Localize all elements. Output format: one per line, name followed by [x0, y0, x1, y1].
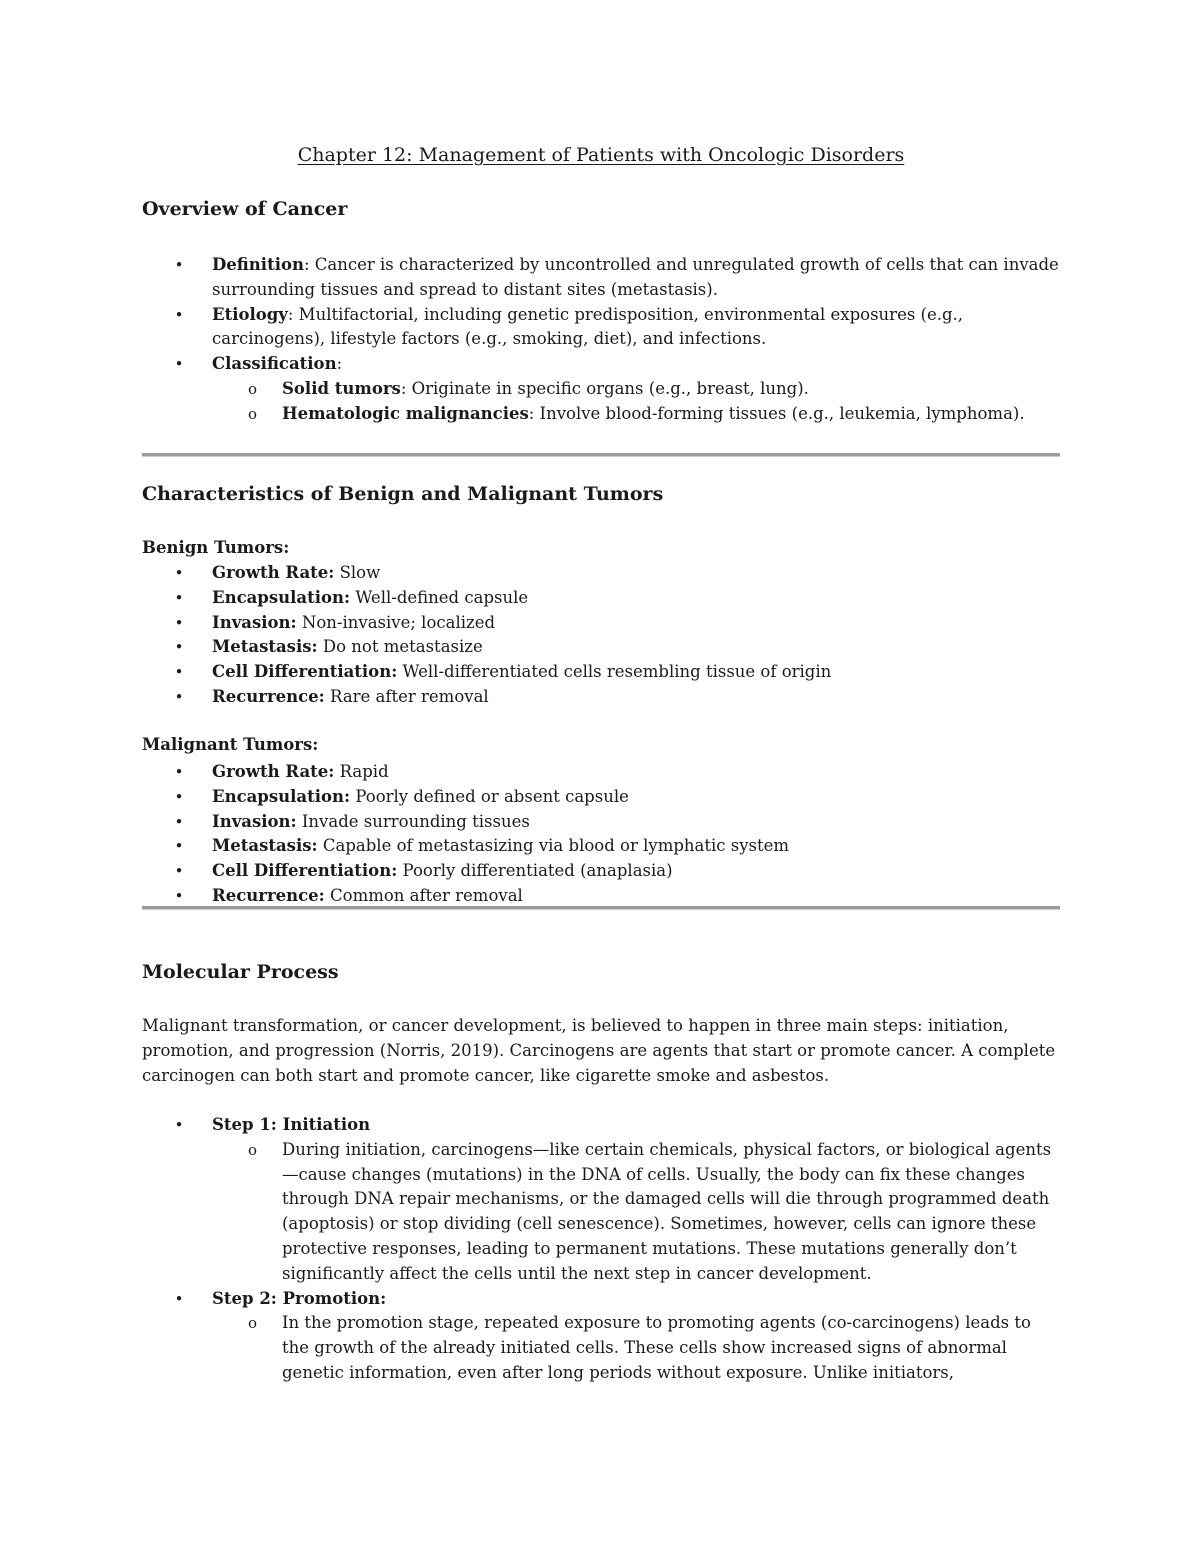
item-text: Common after removal — [324, 885, 523, 905]
bullet-icon: • — [174, 763, 184, 781]
list-item — [142, 253, 1060, 303]
steps-list — [142, 1287, 1060, 1312]
item-text: Non-invasive; localized — [296, 612, 496, 632]
item-text: : Originate in specific organs (e.g., breast, lung). — [400, 378, 809, 398]
bullet-icon: • — [174, 687, 184, 706]
list-item — [212, 1138, 1060, 1287]
list-item — [142, 635, 1060, 660]
item-text: Poorly differentiated (anaplasia) — [397, 861, 673, 881]
bullet-icon: • — [174, 787, 184, 806]
list-item — [142, 586, 1060, 611]
step-detail: In the promotion stage, repeated exposure to promoting agents (co-carcinogens) leads to the growth of the already initiated cells. These cells show increased signs of abnormal genetic information, even after long periods without exposure. Unlike initiators, — [282, 1313, 1031, 1382]
item-text: Rapid — [334, 762, 389, 781]
bullet-icon: • — [174, 613, 184, 632]
item-text: : Cancer is characterized by uncontrolled and unregulated growth of cells that can invade surrounding tissues and spread to distant sites (metastasis). — [212, 255, 1059, 299]
list-item — [142, 685, 1060, 710]
item-term: Metastasis: — [212, 637, 318, 657]
molecular-heading: Molecular Process — [142, 961, 339, 983]
item-term: Encapsulation: — [212, 786, 351, 806]
characteristics-heading: Characteristics of Benign and Malignant Tumors — [142, 483, 664, 505]
item-text: Poorly defined or absent capsule — [350, 786, 629, 806]
step-detail-list — [142, 1311, 1060, 1385]
sub-bullet-icon: o — [248, 1314, 258, 1333]
item-text: Capable of metastasizing via blood or lymphatic system — [317, 836, 790, 856]
bullet-icon: • — [174, 564, 184, 582]
item-text: Do not metastasize — [317, 637, 483, 657]
list-item — [142, 1287, 1060, 1312]
item-text: Well-defined capsule — [350, 587, 529, 607]
sub-bullet-icon: o — [248, 1140, 258, 1159]
bullet-icon: • — [174, 1289, 184, 1308]
list-item — [212, 402, 1060, 427]
steps-list-block — [142, 1113, 1060, 1386]
steps-list — [142, 1113, 1060, 1138]
overview-list-block — [142, 253, 1060, 427]
item-term: Invasion: — [212, 612, 297, 632]
malignant-list — [142, 760, 1060, 909]
list-item — [142, 785, 1060, 810]
item-term: Etiology — [212, 304, 288, 324]
item-term: Recurrence: — [212, 885, 325, 905]
item-term: Growth Rate: — [212, 762, 335, 781]
benign-list-block — [142, 561, 1060, 710]
bullet-icon: • — [174, 588, 184, 607]
item-term: Invasion: — [212, 811, 297, 831]
molecular-intro-block — [142, 1014, 1060, 1088]
list-item — [212, 377, 1060, 402]
list-item — [142, 760, 1060, 785]
item-text: : Multifactorial, including genetic predisposition, environmental exposures (e.g., carcinogens), lifestyle factors (e.g., smoking, diet), and infections. — [212, 304, 964, 349]
benign-heading: Benign Tumors: — [142, 538, 290, 557]
item-term: Cell Differentiation: — [212, 662, 398, 682]
step-label: Step 2: Promotion: — [212, 1288, 387, 1308]
bullet-icon: • — [174, 812, 184, 831]
bullet-icon: • — [174, 1116, 184, 1134]
classification-sublist — [142, 377, 1060, 427]
item-text: Well-differentiated cells resembling tissue of origin — [397, 662, 832, 682]
bullet-icon: • — [174, 886, 184, 905]
step-detail: During initiation, carcinogens—like certain chemicals, physical factors, or biological agents—cause changes (mutations) in the DNA of cells. Usually, the body can fix these changes through DNA repair mechanisms, or the damaged cells will die through programmed death (apoptosis) or stop dividing (cell senescence). Sometimes, however, cells can ignore these protective responses, leading to permanent mutations. These mutations generally don’t significantly affect the cells until the next step in cancer development. — [282, 1139, 1052, 1283]
bullet-icon: • — [174, 862, 184, 881]
list-item — [142, 834, 1060, 859]
sub-bullet-icon: o — [248, 404, 258, 423]
list-item — [142, 352, 1060, 377]
item-text: Rare after removal — [324, 686, 489, 706]
item-text: Slow — [334, 563, 381, 582]
bullet-icon: • — [174, 355, 184, 374]
item-term: Definition — [212, 255, 304, 274]
sub-bullet-icon: o — [248, 379, 258, 398]
benign-list — [142, 561, 1060, 710]
bullet-icon: • — [174, 837, 184, 856]
list-item — [142, 611, 1060, 636]
malignant-heading: Malignant Tumors: — [142, 735, 319, 754]
bullet-icon: • — [174, 256, 184, 274]
step-label: Step 1: Initiation — [212, 1115, 371, 1134]
item-term: Hematologic malignancies — [282, 403, 529, 423]
bullet-icon: • — [174, 663, 184, 682]
bullet-icon: • — [174, 638, 184, 657]
molecular-intro: Malignant transformation, or cancer development, is believed to happen in three main steps: initiation, promotion, and progression (Norris, 2019). Carcinogens are agents that start or promote cancer. A complete carcinogen can both start and promote cancer, like cigarette smoke and asbestos. — [142, 1016, 1056, 1085]
overview-heading: Overview of Cancer — [142, 198, 348, 220]
item-term: Cell Differentiation: — [212, 861, 398, 881]
list-item — [212, 1311, 1060, 1385]
overview-list — [142, 253, 1060, 377]
page-title: Chapter 12: Management of Patients with Oncologic Disorders — [297, 144, 905, 166]
item-term: Solid tumors — [282, 378, 401, 398]
malignant-list-block — [142, 760, 1060, 909]
section-divider — [142, 453, 1060, 457]
list-item — [142, 1113, 1060, 1138]
item-term: Growth Rate: — [212, 563, 335, 582]
list-item — [142, 303, 1060, 353]
list-item — [142, 660, 1060, 685]
item-term: Recurrence: — [212, 686, 325, 706]
section-divider — [142, 906, 1060, 910]
list-item — [142, 810, 1060, 835]
list-item — [142, 859, 1060, 884]
item-term: Metastasis: — [212, 836, 318, 856]
item-term: Classification — [212, 354, 337, 374]
list-item — [142, 561, 1060, 586]
step-detail-list — [142, 1138, 1060, 1287]
item-text: : Involve blood-forming tissues (e.g., leukemia, lymphoma). — [528, 403, 1025, 423]
item-text: : — [336, 354, 343, 374]
bullet-icon: • — [174, 305, 184, 324]
item-term: Encapsulation: — [212, 587, 351, 607]
item-text: Invade surrounding tissues — [296, 811, 530, 831]
